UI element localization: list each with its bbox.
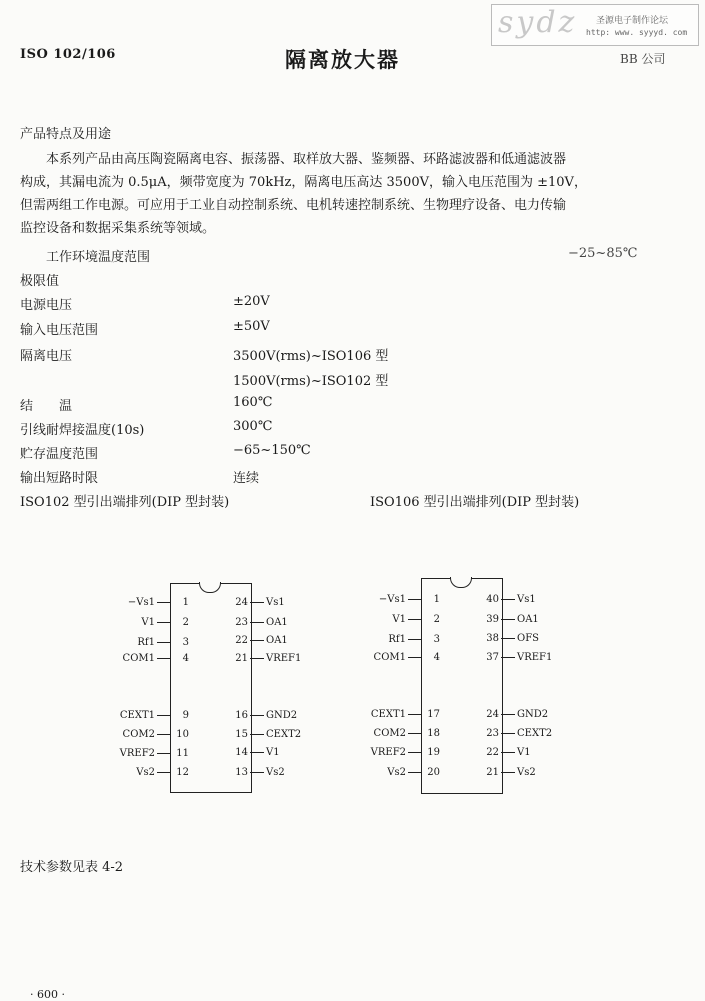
watermark-url: http: www. syyyd. com [586,28,688,37]
iso106-chip-notch [450,577,472,588]
limit-value: 160℃ [233,395,273,410]
limit-label: 隔离电压 [20,349,73,364]
iso102-chip-notch [199,582,221,593]
watermark [491,4,699,46]
limit-label: 结 温 [20,399,73,414]
iso102-pin: V1 2 [141,617,189,628]
intro-line: 监控设备和数据采集系统等领域。 [20,221,216,236]
iso106-pin: COM1 4 [373,652,440,663]
page-title: 隔离放大器 [285,47,400,72]
company-name: BB 公司 [620,52,666,66]
iso106-pin: COM2 18 [373,728,440,739]
iso102-pin: Vs2 12 [136,767,189,778]
iso106-pin: V1 2 [392,614,440,625]
iso102-pin: 14 V1 [235,747,280,758]
iso102-pin: −Vs1 1 [127,597,189,608]
iso102-pin: Rf1 3 [137,637,189,648]
limit-label: 电源电压 [20,298,73,313]
iso106-pin: VREF2 19 [370,747,440,758]
iso106-pin: 37 VREF1 [486,652,553,663]
limit-label: 输入电压范围 [20,323,99,338]
page-number: · 600 · [30,988,65,1001]
iso102-caption: ISO102 型引出端排列(DIP 型封装) [20,495,230,510]
limit-label: 引线耐焊接温度(10s) [20,423,145,438]
iso102-pin: 24 Vs1 [235,597,285,608]
iso106-pin: CEXT1 17 [370,709,440,720]
limit-value: 3500V(rms)~ISO106 型 [233,349,389,364]
iso102-pin: 16 GND2 [235,710,298,721]
table-reference-note: 技术参数见表 4-2 [20,860,124,875]
iso106-pin: 21 Vs2 [486,767,536,778]
temp-range-label: 工作环境温度范围 [46,250,151,265]
intro-line: 构成，其漏电流为 0.5μA，频带宽度为 70kHz，隔离电压高达 3500V，输入电压范围为 ±10V， [20,175,587,190]
limit-value: 1500V(rms)~ISO102 型 [233,374,389,389]
iso106-pin: Vs2 20 [387,767,440,778]
section-heading-features: 产品特点及用途 [20,127,112,142]
iso106-pin: 40 Vs1 [486,594,536,605]
limit-value: ±20V [233,294,270,309]
limit-value: 连续 [233,471,260,486]
iso102-chip-body [170,583,252,793]
watermark-logo: sydz [498,5,578,40]
iso106-pin: 39 OA1 [486,614,539,625]
iso102-pin: 21 VREF1 [235,653,302,664]
iso106-pin: Rf1 3 [388,634,440,645]
limit-value: −65~150℃ [233,443,311,458]
iso102-pin: 13 Vs2 [235,767,285,778]
limits-heading: 极限值 [20,274,60,289]
limit-value: 300℃ [233,419,273,434]
iso102-pin: 22 OA1 [235,635,288,646]
iso106-pin: 24 GND2 [486,709,549,720]
part-number: ISO 102/106 [20,47,116,62]
iso106-chip-body [421,578,503,794]
iso102-pin: CEXT1 9 [119,710,189,721]
intro-line: 本系列产品由高压陶瓷隔离电容、振荡器、取样放大器、鉴频器、环路滤波器和低通滤波器 [46,152,567,167]
iso106-pin: −Vs1 1 [378,594,440,605]
temp-range-value: −25~85℃ [568,246,638,261]
iso106-pin: 38 OFS [486,633,539,644]
iso102-pin: 23 OA1 [235,617,288,628]
intro-line: 但需两组工作电源。可应用于工业自动控制系统、电机转速控制系统、生物理疗设备、电力传输 [20,198,567,213]
limit-label: 贮存温度范围 [20,447,99,462]
limit-value: ±50V [233,319,270,334]
watermark-name: 圣源电子制作论坛 [596,16,669,26]
iso102-pin: COM1 4 [122,653,189,664]
iso106-pin: 22 V1 [486,747,531,758]
iso102-pin: 15 CEXT2 [235,729,302,740]
iso102-pin: VREF2 11 [119,748,189,759]
iso106-pin: 23 CEXT2 [486,728,553,739]
limit-label: 输出短路时限 [20,471,99,486]
iso102-pin: COM2 10 [122,729,189,740]
intro-paragraph [20,148,688,240]
iso106-caption: ISO106 型引出端排列(DIP 型封装) [370,495,580,510]
